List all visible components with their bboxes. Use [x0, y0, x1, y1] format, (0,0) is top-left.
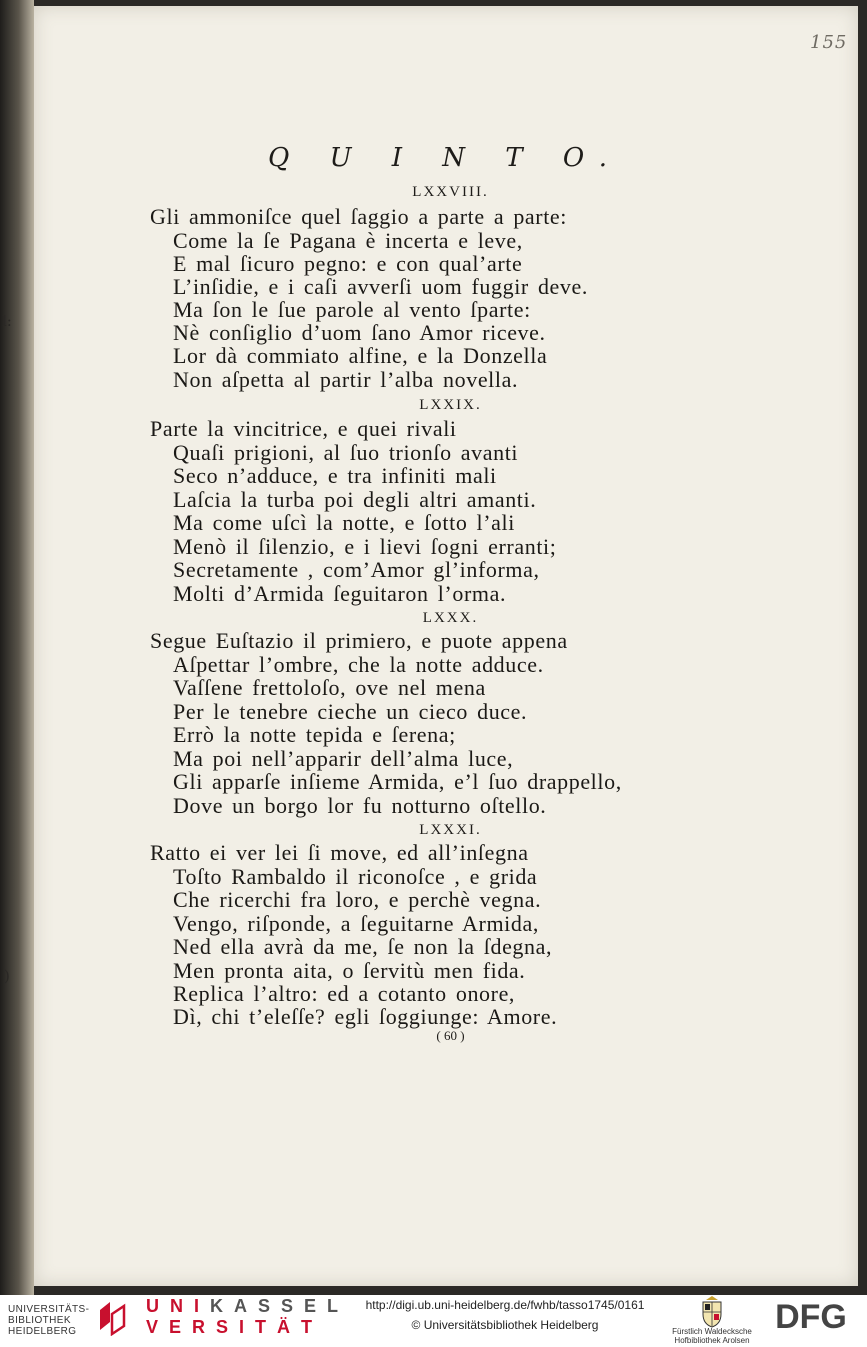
verse-line: Seco n’adduce, e tra infiniti mali — [173, 463, 497, 488]
copyright-notice: © Universitätsbibliothek Heidelberg — [411, 1318, 599, 1332]
verse-line: Per le tenebre cieche un cieco duce. — [173, 699, 528, 724]
verse-line: Toſto Rambaldo il riconoſce , e grida — [173, 864, 538, 889]
dfg-logo-icon[interactable] — [765, 1298, 857, 1334]
verse-line: Ratto ei ver lei ſi move, ed all’inſegna — [150, 840, 529, 865]
verse-line: Dì, chi t’eleſſe? egli ſoggiunge: Amore. — [173, 1004, 558, 1029]
kassel-logo-text: KASSEL — [210, 1296, 350, 1316]
waldeck-name-line: Fürstlich Waldecksche — [672, 1327, 752, 1336]
heidelberg-name-line: HEIDELBERG — [8, 1326, 77, 1337]
verse-line: Non aſpetta al partir l’alba novella. — [173, 367, 519, 392]
permalink-url[interactable]: http://digi.ub.uni-heidelberg.de/fwhb/tasso1745/0161 — [365, 1298, 645, 1312]
verse-line: Segue Euſtazio il primiero, e puote appena — [150, 628, 568, 653]
heidelberg-name-line: BIBLIOTHEK — [8, 1315, 71, 1326]
left-page-fragment: ) — [4, 967, 10, 985]
verse-line: Ma ſon le ſue parole al vento ſparte: — [173, 297, 531, 322]
folio-number: ( 60 ) — [436, 1028, 465, 1043]
heidelberg-library-name[interactable] — [8, 1304, 89, 1337]
stanza-number: LXXVIII. — [412, 184, 489, 200]
verse-line: Nè conſiglio d’uom ſano Amor riceve. — [173, 320, 546, 345]
verse-line: Errò la notte tepida e ſerena; — [173, 722, 456, 747]
stanza-number: LXXX. — [422, 610, 479, 626]
heidelberg-name-line: UNIVERSITÄTS- — [8, 1304, 90, 1315]
verse-line: Secretamente , com’Amor gl’informa, — [173, 557, 540, 582]
verse-line: Lor dà commiato alfine, e la Donzella — [173, 343, 548, 368]
verse-line: Men pronta aita, o ſervitù men fida. — [173, 958, 526, 983]
page-number: 155 — [810, 32, 848, 53]
verse-line: Parte la vincitrice, e quei rivali — [150, 416, 457, 441]
dfg-logo-text: DFG — [775, 1298, 847, 1334]
verse-line: Ned ella avrà da me, ſe non la ſdegna, — [173, 934, 553, 959]
verse-line: Che ricerchi fra loro, e perchè vegna. — [173, 887, 542, 912]
kassel-logo-row1[interactable] — [146, 1296, 349, 1317]
verse-line: Vengo, riſponde, a ſeguitarne Armida, — [173, 911, 539, 936]
running-title: Q U I N T O. — [268, 143, 623, 173]
waldeck-crest-icon — [700, 1296, 724, 1328]
waldeck-library-name[interactable] — [662, 1327, 762, 1345]
kassel-logo-text: VERSITÄT — [146, 1317, 324, 1337]
stanza-number: LXXIX. — [419, 397, 482, 413]
verse-line: Vaſſene frettoloſo, ove nel mena — [173, 675, 486, 700]
kassel-logo-text: UNI — [146, 1296, 210, 1316]
waldeck-name-line: Hofbibliothek Arolsen — [674, 1336, 750, 1345]
verse-line: Quaſi prigioni, al ſuo trionſo avanti — [173, 440, 519, 465]
kassel-logo-row2[interactable] — [146, 1317, 323, 1338]
verse-line: Ma poi nell’apparir dell’alma luce, — [173, 746, 514, 771]
verse-line: Come la ſe Pagana è incerta e leve, — [173, 228, 523, 253]
verse-line: Molti d’Armida ſeguitaron l’orma. — [173, 581, 507, 606]
verse-line: Laſcia la turba poi degli altri amanti. — [173, 487, 537, 512]
verse-line: Ma come uſcì la notte, e ſotto l’ali — [173, 510, 515, 535]
verse-line: L’inſidie, e i caſi avverſi uom fuggir deve. — [173, 274, 588, 299]
verse-line: Aſpettar l’ombre, che la notte adduce. — [173, 652, 544, 677]
heidelberg-logo-icon[interactable] — [96, 1300, 128, 1336]
verse-line: Gli ammoniſce quel ſaggio a parte a parte: — [150, 204, 567, 229]
verse-line: Replica l’altro: ed a cotanto onore, — [173, 981, 516, 1006]
verse-line: Dove un borgo lor fu notturno oſtello. — [173, 793, 547, 818]
stanza-number: LXXXI. — [419, 822, 482, 838]
verse-line: E mal ſicuro pegno: e con qual’arte — [173, 251, 523, 276]
verse-line: Gli apparſe inſieme Armida, e’l ſuo drappello, — [173, 769, 622, 794]
verse-line: Menò il ſilenzio, e i lievi ſogni erranti; — [173, 534, 557, 559]
left-page-fragment: l: — [2, 312, 12, 330]
